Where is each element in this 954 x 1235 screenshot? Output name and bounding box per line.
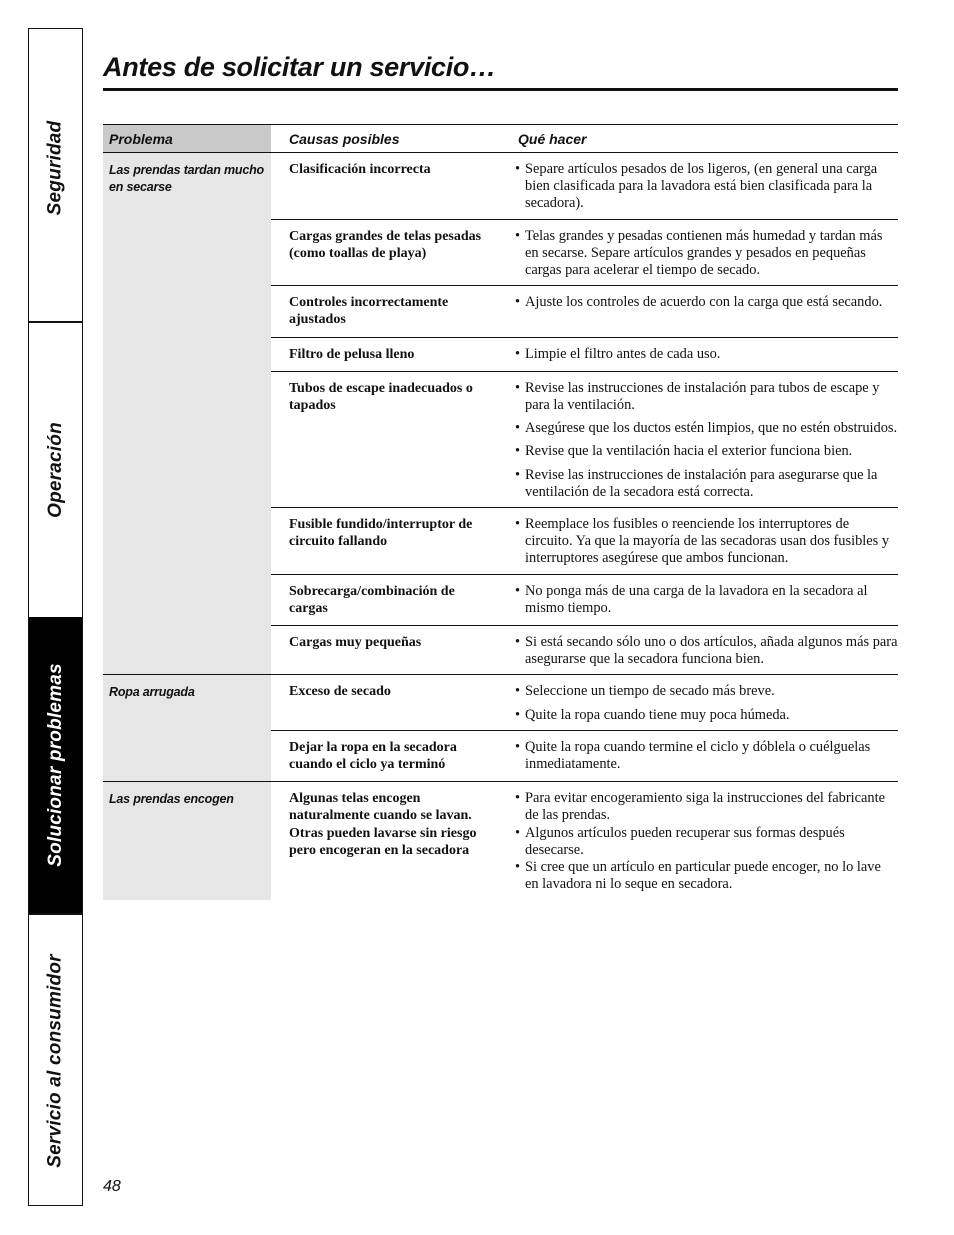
table-row: [271, 575, 898, 626]
action-item: [515, 825, 898, 859]
action-text: Quite la ropa cuando termine el ciclo y dóblela o cuélguelas inmediatamente.: [525, 738, 871, 773]
cause-text: Fusible fundido/interruptor de circuito fallando: [289, 517, 473, 550]
action-item: [515, 790, 898, 824]
bullet-icon: •: [515, 466, 521, 483]
action-item: [515, 683, 898, 700]
action-item: [515, 420, 898, 437]
cause-text: Sobrecarga/combinación de cargas: [289, 583, 455, 616]
action-list: [500, 286, 898, 336]
action-text: Seleccione un tiempo de secado más breve.: [525, 683, 775, 700]
action-list: [500, 372, 898, 507]
action-text: Revise las instrucciones de instalación para asegurarse que la ventilación de la secadora está correcta.: [525, 466, 878, 500]
action-item: [515, 443, 898, 460]
cause-text: Cargas muy pequeñas: [289, 635, 422, 651]
problem-label: Las prendas tardan mucho en secarse: [103, 153, 271, 674]
bullet-icon: •: [515, 859, 521, 876]
action-text: Limpie el filtro antes de cada uso.: [525, 345, 721, 362]
bullet-icon: •: [515, 227, 521, 244]
bullet-icon: •: [515, 420, 521, 437]
action-item: [515, 467, 898, 501]
action-text: No ponga más de una carga de la lavadora en la secadora al mismo tiempo.: [525, 582, 868, 616]
cause-text: Filtro de pelusa lleno: [289, 346, 415, 362]
header-que-hacer: Qué hacer: [518, 131, 587, 147]
tab-seguridad-label: Seguridad: [44, 120, 66, 216]
bullet-icon: •: [515, 634, 521, 651]
action-item: [515, 707, 898, 724]
action-list: [500, 575, 898, 625]
action-text: Revise que la ventilación hacia el exterior funciona bien.: [525, 443, 853, 460]
action-text: Para evitar encogeramiento siga la instrucciones del fabricante de las prendas.: [525, 790, 886, 824]
problem-group: [103, 675, 898, 782]
cause-text: Controles incorrectamente ajustados: [289, 295, 449, 328]
action-list: [500, 220, 898, 286]
cause-text: Algunas telas encogen naturalmente cuando se lavan. Otras pueden lavarse sin riesgo pero encogeran en la secadora: [289, 791, 477, 858]
troubleshooting-table: [103, 124, 898, 900]
bullet-icon: •: [515, 824, 521, 841]
action-text: Asegúrese que los ductos estén limpios, que no estén obstruidos.: [525, 420, 898, 437]
tab-servicio-consumidor[interactable]: [29, 913, 82, 1207]
bullet-icon: •: [515, 683, 521, 700]
action-text: Algunos artículos pueden recuperar sus formas después desecarse.: [525, 824, 845, 858]
cause-text: Clasificación incorrecta: [289, 162, 431, 177]
action-item: [515, 583, 898, 617]
table-header: [103, 124, 898, 153]
action-item: [515, 228, 898, 280]
action-item: [515, 739, 898, 773]
cause-text: Exceso de secado: [289, 684, 391, 700]
table-row: [271, 153, 898, 220]
action-text: Revise las instrucciones de instalación para tubos de escape y para la ventilación.: [525, 379, 880, 414]
action-text: Si está secando sólo uno o dos artículos, añada algunos más para asegurarse que la secadora funciona bien.: [525, 634, 898, 668]
problem-group: [103, 782, 898, 899]
action-list: [500, 153, 898, 219]
bullet-icon: •: [515, 790, 521, 807]
action-list: [500, 675, 898, 729]
bullet-icon: •: [515, 294, 521, 311]
action-text: Telas grandes y pesadas contienen más humedad y tardan más en secarse. Separe artículos grandes y pesados en pequeñas cargas para acelerar el tiempo de secado.: [525, 227, 883, 279]
page-number: 48: [103, 1178, 121, 1195]
action-list: [500, 626, 898, 674]
action-text: Ajuste los controles de acuerdo con la carga que está secando.: [525, 294, 883, 311]
action-list: [500, 338, 898, 371]
bullet-icon: •: [515, 738, 521, 755]
action-item: [515, 346, 898, 363]
action-text: Quite la ropa cuando tiene muy poca húmeda.: [525, 706, 790, 723]
action-text: Si cree que un artículo en particular puede encoger, no lo lave en lavadora ni lo seque en secadora.: [525, 859, 881, 893]
header-problema: Problema: [103, 125, 271, 152]
cause-text: Tubos de escape inadecuados o tapados: [289, 380, 473, 414]
cause-rows: [271, 153, 898, 674]
bullet-icon: •: [515, 345, 521, 362]
table-row: [271, 220, 898, 287]
action-item: [515, 380, 898, 414]
action-list: [500, 782, 898, 899]
table-row: [271, 626, 898, 674]
tab-servicio-label: Servicio al consumidor: [44, 954, 66, 1168]
action-item: [515, 161, 898, 213]
cause-text: Cargas grandes de telas pesadas (como toallas de playa): [289, 228, 482, 261]
bullet-icon: •: [515, 443, 521, 460]
tab-solucionar-problemas[interactable]: [29, 617, 82, 913]
table-row: [271, 782, 898, 899]
bullet-icon: •: [515, 706, 521, 723]
table-row: [271, 286, 898, 337]
action-item: [515, 634, 898, 668]
cause-rows: [271, 782, 898, 899]
title-divider: [103, 88, 898, 91]
problem-label: Ropa arrugada: [103, 675, 271, 781]
side-tabs: [28, 28, 83, 1206]
table-row: [271, 731, 898, 781]
problem-group: [103, 153, 898, 675]
problem-label: Las prendas encogen: [103, 782, 271, 899]
bullet-icon: •: [515, 516, 521, 533]
action-text: Reemplace los fusibles o reenciende los interruptores de circuito. Ya que la mayoría de las secadoras usan dos fusibles y interruptores asegúrese que ambos funcionan.: [525, 516, 890, 567]
table-row: [271, 675, 898, 730]
tab-seguridad[interactable]: [29, 29, 82, 323]
header-causas: Causas posibles: [289, 131, 400, 147]
bullet-icon: •: [515, 379, 521, 396]
action-item: [515, 294, 898, 311]
action-text: Separe artículos pesados de los ligeros, (en general una carga bien clasificada para la lavadora está bien clasificada para la secadora).: [525, 161, 878, 212]
table-row: [271, 338, 898, 372]
cause-rows: [271, 675, 898, 781]
cause-text: Dejar la ropa en la secadora cuando el ciclo ya terminó: [289, 739, 457, 773]
table-body: [103, 153, 898, 900]
tab-operacion-label: Operación: [44, 422, 66, 518]
table-row: [271, 372, 898, 508]
action-item: [515, 859, 898, 893]
action-item: [515, 516, 898, 568]
tab-operacion[interactable]: [29, 323, 82, 617]
tab-solucionar-label: Solucionar problemas: [44, 663, 66, 867]
bullet-icon: •: [515, 582, 521, 599]
bullet-icon: •: [515, 161, 521, 177]
action-list: [500, 508, 898, 574]
page-title: Antes de solicitar un servicio…: [103, 52, 496, 82]
table-row: [271, 508, 898, 575]
action-list: [500, 731, 898, 781]
